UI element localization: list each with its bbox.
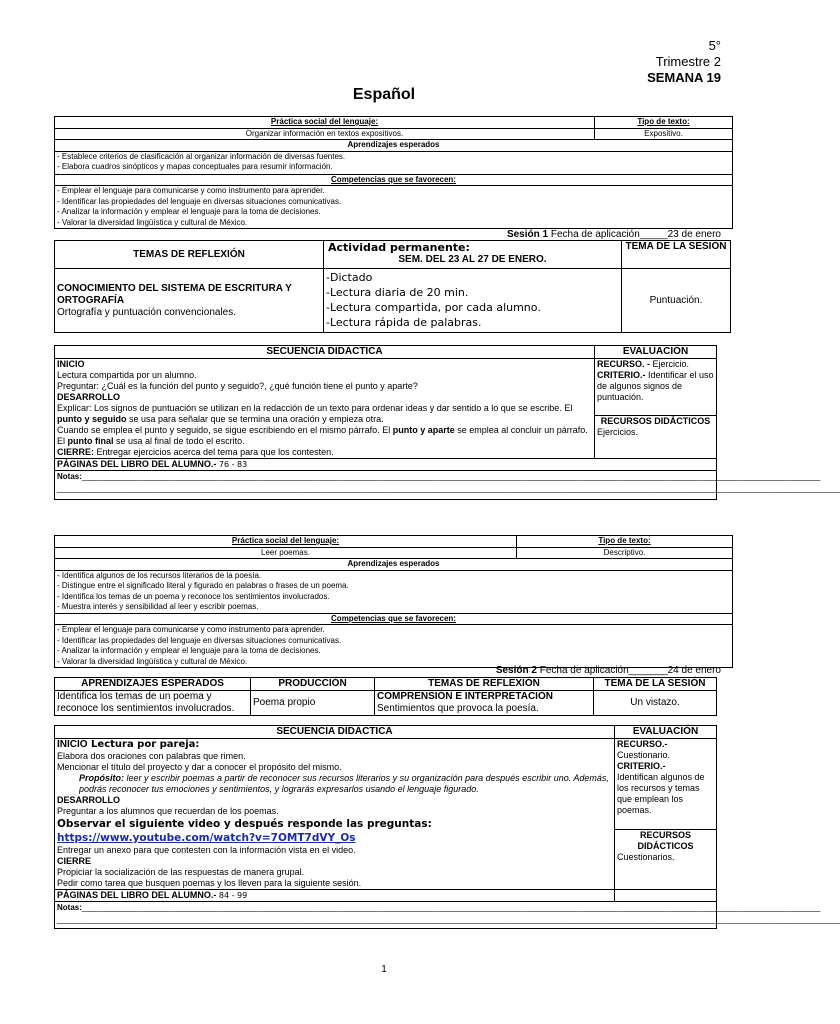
pages-row-empty <box>615 890 717 902</box>
temas-table-1 <box>54 240 731 333</box>
sequence-body: INICIO Lectura por pareja: Elabora dos oraciones con palabras que rimen. Mencionar el título del proyecto y dar a conocer el propósito del mismo. Propósito: leer y escribir poemas a partir de reconocer sus recursos literarios y su organización para después escribir uno. Además, podrás reconocer tus emociones y sentimientos, y lograrás expresarlos usando el lenguaje figurado. DESARROLLO Preguntar a los alumnos que recuerdan de los poemas. Observar el siguiente video y después responde las preguntas: https://www.youtube.com/watch?v=7OMT7dVY_Os Entregar un anexo para que contesten con la información vista en el video. CIERRE Propiciar la socialización de las respuestas de manera grupal. Pedir como tarea que busquen poemas y los lleven para la siguiente sesión. <box>55 739 615 890</box>
evaluation-head: EVALUACIÓN <box>595 346 717 359</box>
list-item: - Identificar las propiedades del lenguaje en diversas situaciones comunicativas. <box>57 635 342 645</box>
list-item: - Identifica algunos de los recursos literarios de la poesía. <box>57 570 262 580</box>
activities-cell <box>324 269 622 333</box>
trimester: Trimestre 2 <box>655 54 721 69</box>
pages-row: PÁGINAS DEL LIBRO DEL ALUMNO.- 84 - 99 <box>55 890 615 902</box>
competencias-label: Competencias que se favorecen: <box>55 613 733 625</box>
tema-sesion-head: TEMA DE LA SESIÓN <box>622 241 731 269</box>
tipo-label: Tipo de texto: <box>517 536 733 548</box>
tipo-label: Tipo de texto: <box>595 117 733 129</box>
list-item: - Distingue entre el significado literal y figurado en palabras o frases de un poema. <box>57 581 349 590</box>
temas-reflexion-value: COMPRENSIÓN E INTERPRETACIÓN Sentimientos que provoca la poesía. <box>375 691 594 716</box>
list-item: - Emplear el lenguaje para comunicarse y como instrumento para aprender. <box>57 625 325 634</box>
video-link[interactable]: https://www.youtube.com/watch?v=7OMT7dVY_Os <box>57 832 356 844</box>
list-item: - Elabora cuadros sinópticos y mapas conceptuales para resumir información. <box>57 162 333 171</box>
temas-table-2 <box>54 677 717 716</box>
sequence-table-1 <box>54 345 840 500</box>
list-item: - Identificar las propiedades del lenguaje en diversas situaciones comunicativas. <box>57 196 342 206</box>
recursos-didacticos: RECURSOS DIDÁCTICOS Cuestionarios. <box>615 830 717 890</box>
session-2-line: Sesión 2 Fecha de aplicación_______24 de enero <box>495 665 721 676</box>
list-item: - Valorar la diversidad lingüística y cultural de México. <box>57 217 248 227</box>
sequence-table-2 <box>54 725 840 929</box>
list-item: - Muestra interés y sensibilidad al leer y escribir poemas. <box>57 602 259 611</box>
sequence-head: SECUENCIA DIDÁCTICA <box>55 726 615 739</box>
psl-value: Leer poemas. <box>55 547 517 559</box>
subject-title: Español <box>352 86 416 103</box>
produccion-head: PRODUCCIÓN <box>251 678 375 691</box>
list-item: - Establece criterios de clasificación al organizar información de diversas fuentes. <box>57 151 346 161</box>
tema-sesion-value: Puntuación. <box>622 269 731 333</box>
actividad-permanente-head: Actividad permanente: SEM. DEL 23 AL 27 DE ENERO. <box>324 241 622 269</box>
list-item: -Lectura compartida, por cada alumno. <box>326 301 541 314</box>
list-item: -Lectura rápida de palabras. <box>326 316 482 329</box>
sequence-body: INICIO Lectura compartida por un alumno. Preguntar: ¿Cuál es la función del punto y seguido?, ¿qué función tiene el punto y aparte? DESARROLLO Explicar: Los signos de puntuación se utilizan en la redacción de un texto para ordenar ideas y dar sentido a lo que se escribe. El punto y seguido se usa para señalar que se termina una oración y empieza otra. Cuando se emplea el punto y seguido, se sigue escribiendo en el mismo párrafo. El punto y aparte se emplea al concluir un párrafo. El punto final se usa al final de todo el escrito. CIERRE: Entregar ejercicios acerca del tema para que los contesten. <box>55 359 595 459</box>
evaluation-criteria: RECURSO. - Ejercicio. CRITERIO.- Identificar el uso de algunos signos de puntuación. <box>595 359 717 416</box>
tipo-value: Expositivo. <box>595 128 733 140</box>
aprendizajes-label: Aprendizajes esperados <box>55 559 733 571</box>
list-item: -Lectura diaria de 20 min. <box>326 286 469 299</box>
list-item: -Dictado <box>326 271 373 284</box>
sequence-head: SECUENCIA DIDÁCTICA <box>55 346 595 359</box>
tipo-value: Descriptivo. <box>517 547 733 559</box>
temas-reflexion-head: TEMAS DE REFLEXIÓN <box>375 678 594 691</box>
week: SEMANA 19 <box>647 70 721 85</box>
aprendizajes-value: Identifica los temas de un poema y reconoce los sentimientos involucrados. <box>55 691 251 716</box>
aprendizajes-list <box>55 570 733 613</box>
psl-label: Práctica social del lenguaje: <box>55 117 595 129</box>
notes-cell: Notas:______________________________________________________________________________________________________________________________________________________________________ ________________________________________________________________________________________________________________________________________________________________________________ <box>55 902 717 929</box>
competencias-label: Competencias que se favorecen: <box>55 174 733 186</box>
list-item: - Identifica los temas de un poema y reconoce los sentimientos involucrados. <box>57 591 330 601</box>
psl-label: Práctica social del lenguaje: <box>55 536 517 548</box>
tema-sesion-value: Un vistazo. <box>594 691 717 716</box>
practice-table-2 <box>54 535 733 668</box>
recursos-didacticos: RECURSOS DIDÁCTICOS Ejercicios. <box>595 416 717 459</box>
tema-sesion-head: TEMA DE LA SESIÓN <box>594 678 717 691</box>
practice-table-1 <box>54 116 733 229</box>
competencias-list <box>55 186 733 229</box>
temas-reflexion-cell: CONOCIMIENTO DEL SISTEMA DE ESCRITURA Y ORTOGRAFÍA Ortografía y puntuación convencionales. <box>55 269 324 333</box>
competencias-list <box>55 625 733 668</box>
psl-value: Organizar información en textos expositivos. <box>55 128 595 140</box>
pages-row: PÁGINAS DEL LIBRO DEL ALUMNO.- 76 - 83 <box>55 459 717 471</box>
evaluation-head: EVALUACIÓN <box>615 726 717 739</box>
grade: 5° <box>708 38 721 53</box>
evaluation-criteria: RECURSO.- Cuestionario. CRITERIO.- Identifican algunos de los recursos y temas que emplean los poemas. <box>615 739 717 830</box>
aprendizajes-list <box>55 151 733 174</box>
list-item: - Valorar la diversidad lingüística y cultural de México. <box>57 656 248 666</box>
produccion-value: Poema propio <box>251 691 375 716</box>
session-1-line: Sesión 1 Fecha de aplicación_____23 de enero <box>506 229 721 240</box>
aprendizajes-label: Aprendizajes esperados <box>55 140 733 152</box>
notes-cell: Notas:______________________________________________________________________________________________________________________________________________________________________ ________________________________________________________________________________________________________________________________________________________________________________ <box>55 471 717 500</box>
aprendizajes-head: APRENDIZAJES ESPERADOS <box>55 678 251 691</box>
list-item: - Analizar la información y emplear el lenguaje para la toma de decisiones. <box>57 646 321 655</box>
list-item: - Emplear el lenguaje para comunicarse y como instrumento para aprender. <box>57 186 325 195</box>
temas-reflexion-head: TEMAS DE REFLEXIÓN <box>55 241 324 269</box>
page-number: 1 <box>381 964 387 975</box>
list-item: - Analizar la información y emplear el lenguaje para la toma de decisiones. <box>57 207 321 216</box>
